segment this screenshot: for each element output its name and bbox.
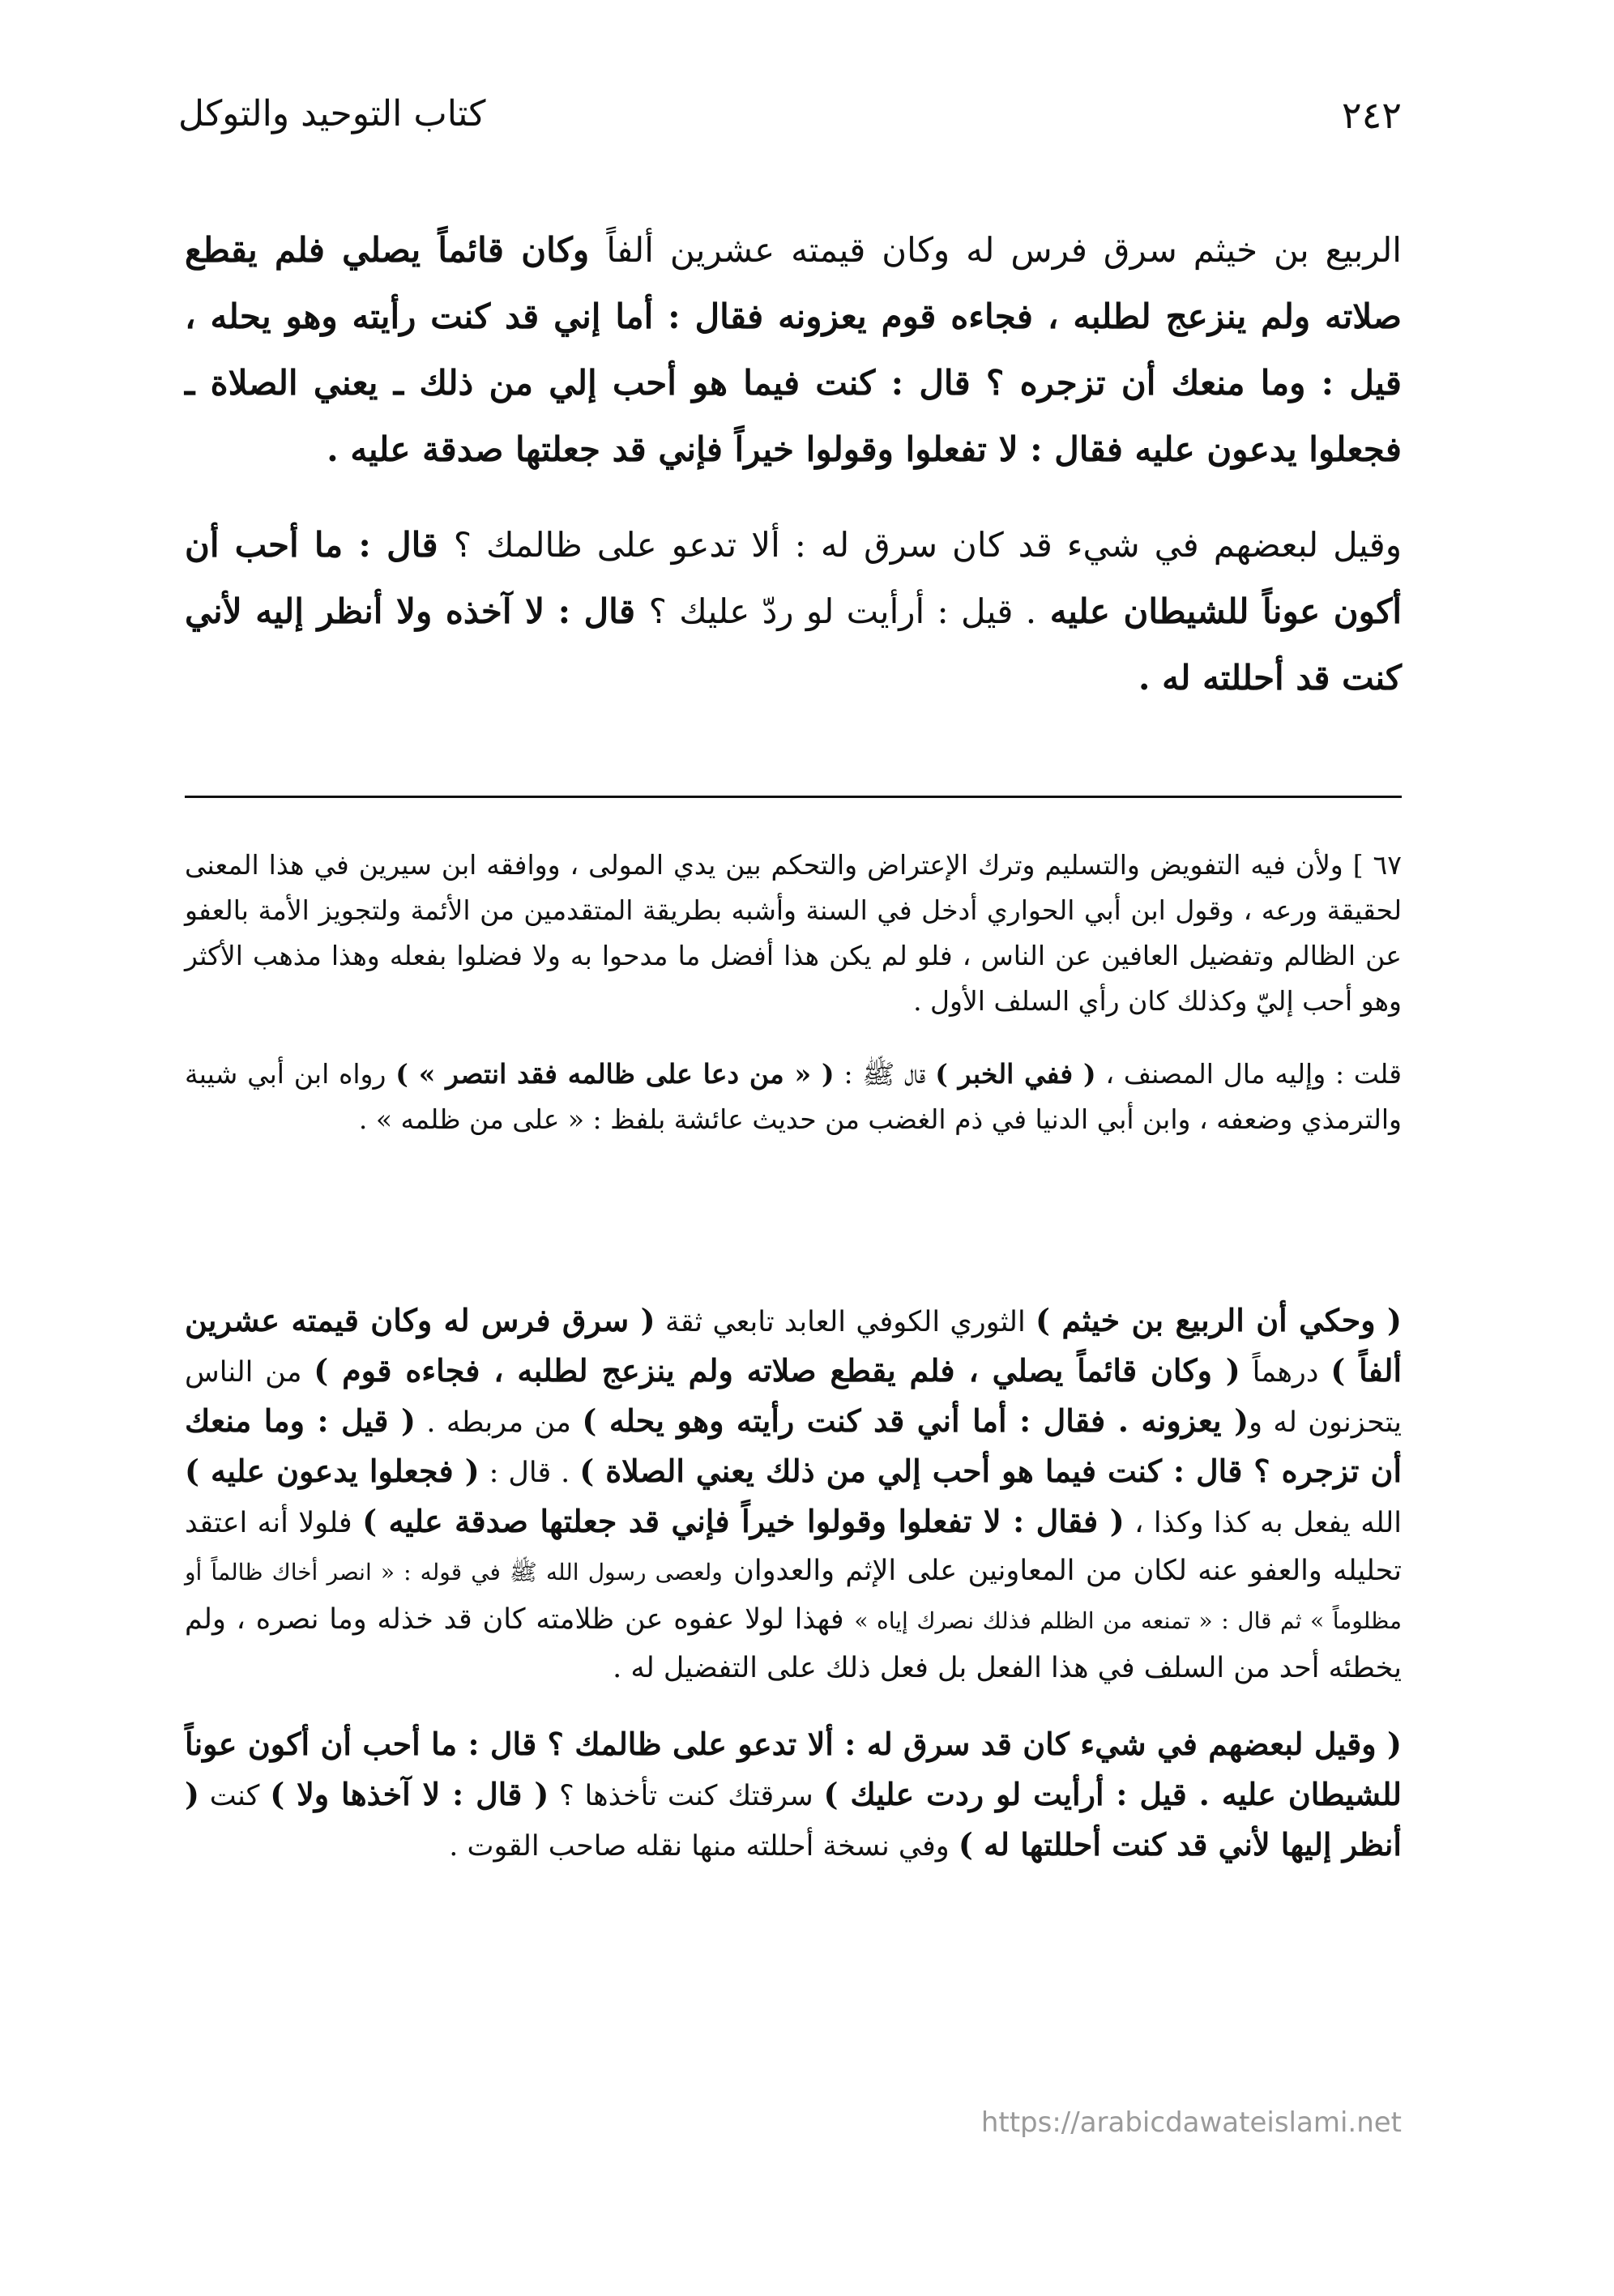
main-p2-segment-1: وقيل لبعضهم في شيء قد كان سرق له : ألا تدعو على ظالمك ؟ [453, 525, 1403, 565]
main-paragraph-2 [185, 512, 1402, 711]
commentary-p1-text-1: الثوري الكوفي العابد تابعي ثقة [655, 1306, 1035, 1338]
commentary-p2-bold-2: ( قال : لا آخذها ولا ) [270, 1776, 549, 1812]
commentary-p2-text-2: كنت [199, 1780, 271, 1812]
footnote-p2-bold-1: ( ففي الخبر ) [935, 1058, 1096, 1090]
footnote-section [185, 843, 1402, 1142]
commentary-p1-text-5: . قال : [479, 1457, 580, 1489]
commentary-p1-bold-1: ( وحكي أن الربيع بن خيثم ) [1035, 1302, 1402, 1338]
commentary-p2-bold-3: ( أنظر إليها لأني قد كنت أحللتها له ) [185, 1776, 1402, 1863]
running-title: كتاب التوحيد والتوكل [178, 93, 486, 134]
commentary-p1-bold-6: ( فجعلوا يدعون عليه ) [185, 1453, 480, 1489]
page-number: ٢٤٢ [1341, 93, 1402, 137]
commentary-section [185, 1296, 1402, 1871]
footnote-p2-text-1: قلت : وإليه مال المصنف ، [1095, 1058, 1403, 1090]
commentary-p1-bold-4: ( يعزونه . فقال : أما أني قد كنت رأيته وهو يحله ) [582, 1402, 1249, 1439]
footnote-paragraph-1: ٦٧ ] ولأن فيه التفويض والتسليم وترك الإعتراض والتحكم بين يدي المولى ، ووافقه ابن سيرين في هذا المعنى لحقيقة ورعه ، وقول ابن أبي الحواري أدخل في السنة وأشبه بطريقة المتقدمين من الأئمة ولتجويز الأمة بالعفو عن الظالم وتفضيل العافين عن الناس ، فلو لم يكن هذا أفضل ما مدحوا به ولا فضلوا بفعله وهذا مذهب الأكثر وهو أحب إليّ وكذلك كان رأي السلف الأول . [185, 849, 1402, 1017]
commentary-p1-bold-3: ( وكان قائماً يصلي ، فلم يقطع صلاته ولم ينزعج لطلبه ، فجاءه قوم ) [314, 1352, 1240, 1389]
main-p1-segment-2: وكان قائماً يصلي فلم يقطع صلاته ولم ينزعج لطلبه ، فجاءه قوم يعزونه فقال : أما إني قد كنت رأيته وهو يحله ، قيل : وما منعك أن تزجره ؟ قال : كنت فيما هو أحب إلي من ذلك ـ يعني الصلاة ـ فجعلوا يدعون عليه فقال : لا تفعلوا وقولوا خيراً فإني قد جعلتها صدقة عليه . [185, 230, 1402, 469]
main-p2-segment-2: قال : ما أحب أن أكون عوناً للشيطان عليه [185, 525, 1403, 631]
main-text [185, 217, 1402, 711]
main-paragraph-1 [185, 217, 1402, 483]
commentary-p1-bold-5: ( قيل : وما منعك أن تزجره ؟ قال : كنت فيما هو أحب إلي من ذلك يعني الصلاة ) [185, 1402, 1403, 1489]
commentary-p1-text-8: فهذا لولا عفوه عن ظلامته كان قد خذله وما نصره ، ولم يخطئه أحد من السلف في هذا الفعل بل فعل ذلك على التفضيل له . [185, 1603, 1402, 1684]
main-p2-segment-4: قال : لا آخذه ولا أنظر إليه لأني كنت قد أحللته له . [185, 591, 1402, 698]
commentary-p2-text-3: وفي نسخة أحللته منها نقله صاحب القوت . [449, 1830, 959, 1863]
footnote-p2-bold-2: ( « من دعا على ظالمه فقد انتصر » ) [395, 1058, 835, 1090]
commentary-paragraph-2 [185, 1720, 1402, 1871]
section-separator-line [185, 796, 1402, 798]
commentary-p1-text-7: فلولا أنه اعتقد تحليله والعفو عنه لكان من المعاونين على الإثم والعدوان [185, 1507, 1402, 1587]
commentary-p1-text-3: من الناس يتحزنون له و [185, 1356, 1403, 1439]
footnote-p2-text-2: قال ﷺ : [834, 1058, 936, 1090]
commentary-paragraph-1 [185, 1296, 1402, 1692]
commentary-p1-text-2: درهماً [1240, 1356, 1331, 1389]
footnote-paragraph-2 [185, 1052, 1402, 1142]
main-p1-segment-1: الربيع بن خيثم سرق فرس له وكان قيمته عشرين ألفاً [606, 230, 1402, 270]
website-watermark: https://arabicdawateislami.net [980, 2106, 1402, 2139]
commentary-p1-text-6: الله يفعل به كذا وكذا ، [1124, 1507, 1402, 1539]
commentary-p1-text-4: من مربطه . [415, 1406, 583, 1439]
main-p2-segment-3: . قيل : أرأيت لو ردّ عليك ؟ [648, 591, 1037, 631]
commentary-p1-bold-7: ( فقال : لا تفعلوا وقولوا خيراً فإني قد جعلتها صدقة عليه ) [362, 1503, 1125, 1539]
page-header [178, 93, 1402, 150]
commentary-p2-text-1: سرقتك كنت تأخذها ؟ [549, 1780, 824, 1812]
commentary-p2-bold-1: ( وقيل لبعضهم في شيء كان قد سرق له : ألا تدعو على ظالمك ؟ قال : ما أحب أن أكون عوناً للشيطان عليه . قيل : أرأيت لو ردت عليك ) [185, 1726, 1403, 1812]
commentary-p1-hadith-quote: ولعصى رسول الله ﷺ في قوله : « انصر أخاك ظالماً أو مظلوماً » ثم قال : « تمنعه من الظلم فذلك نصرك إياه » [185, 1559, 1402, 1634]
footnote-p2-text-3: رواه ابن أبي شيبة والترمذي وضعفه ، وابن أبي الدنيا في ذم الغضب من حديث عائشة بلفظ : « على من ظلمه » . [185, 1058, 1402, 1135]
commentary-p1-bold-2: ( سرق فرس له وكان قيمته عشرين ألفاً ) [185, 1302, 1402, 1389]
